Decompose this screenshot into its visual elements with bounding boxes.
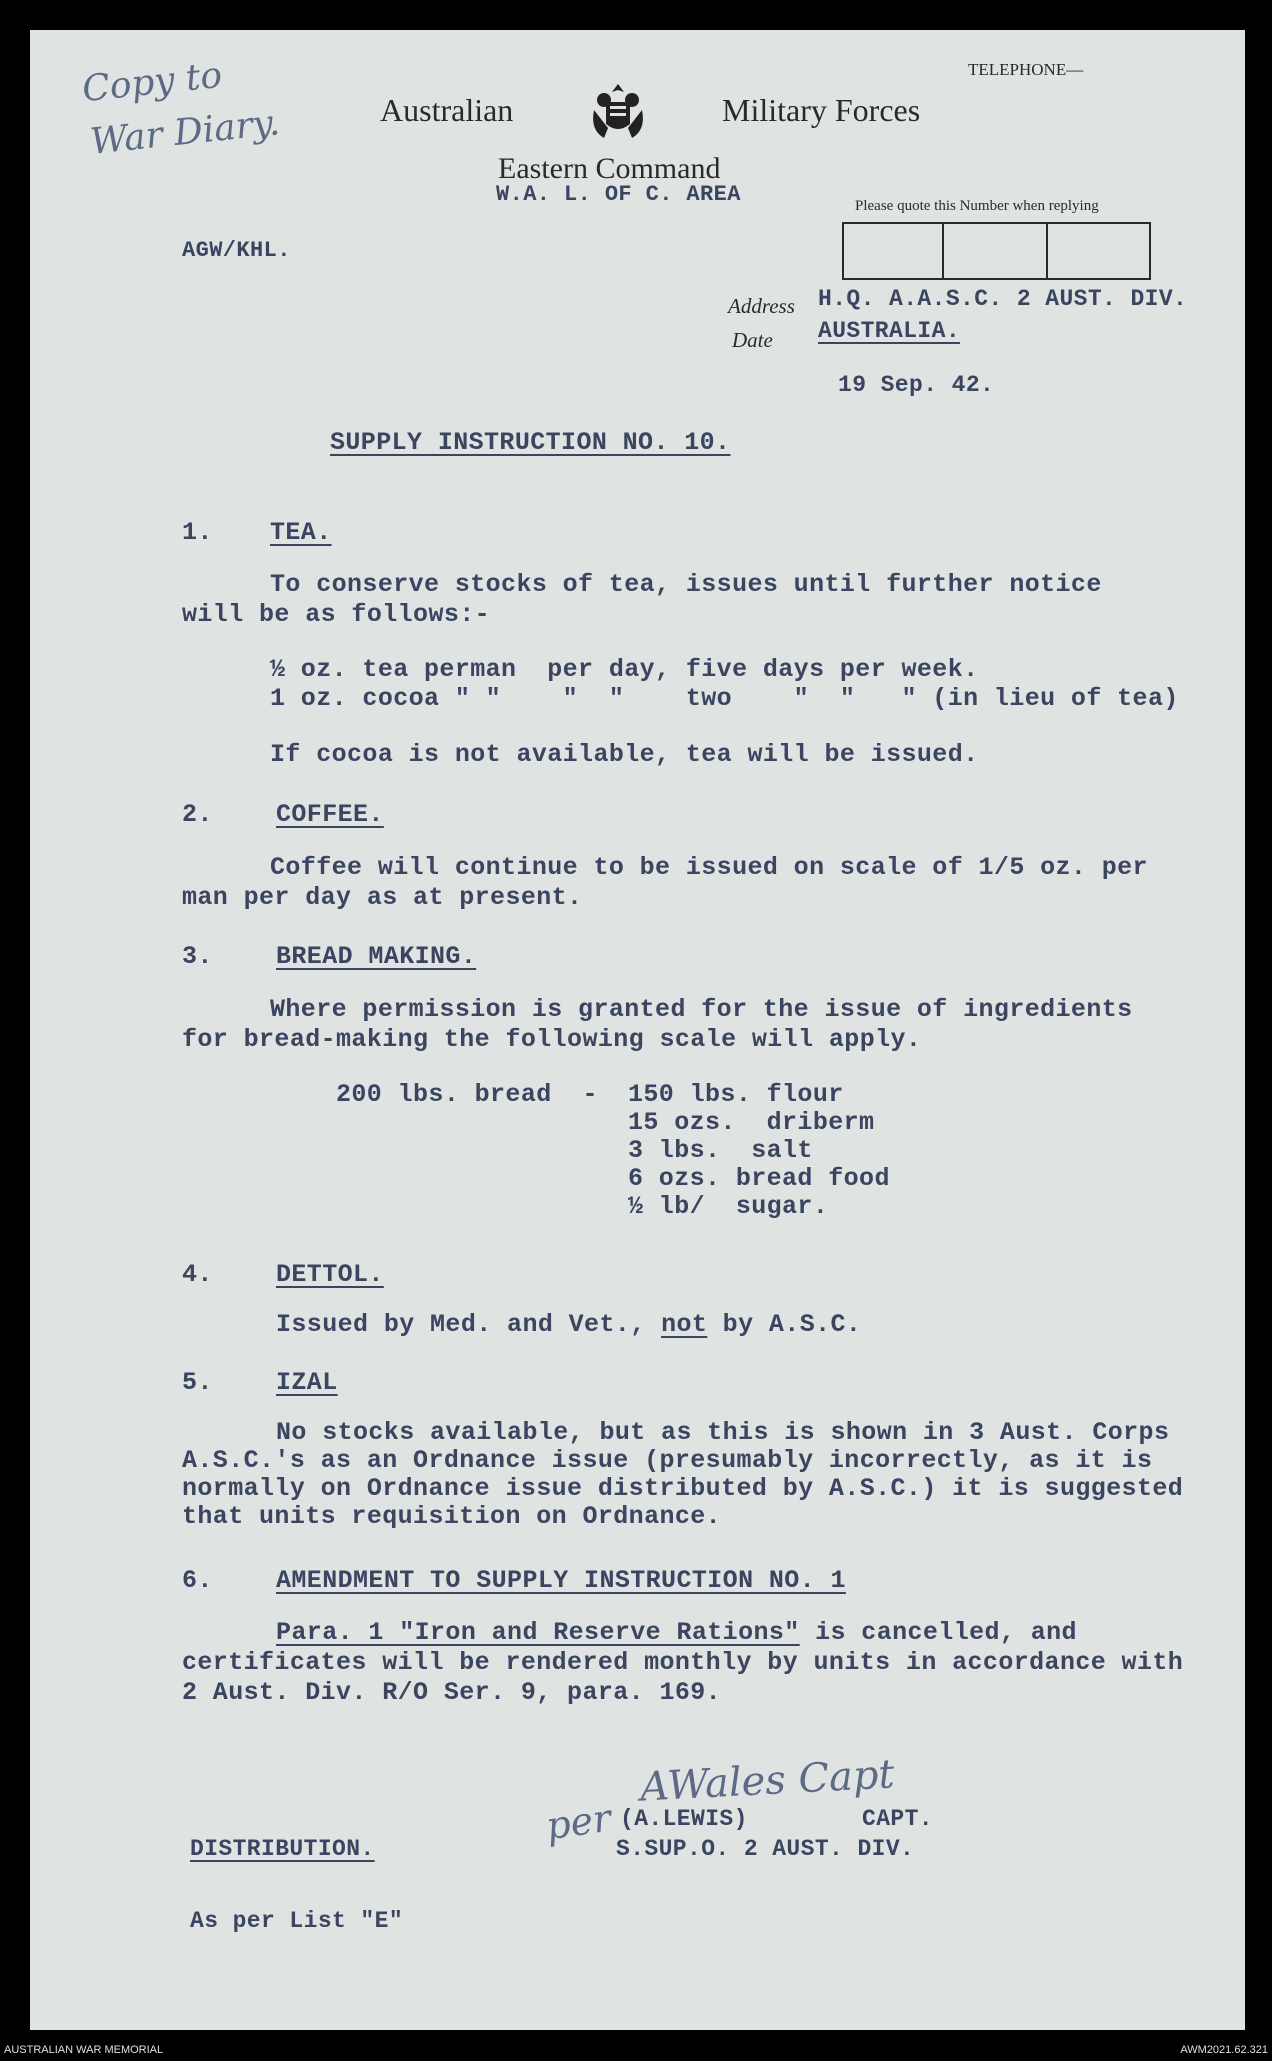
bread-ingredient: 15 ozs. driberm: [628, 1108, 875, 1137]
bread-ingredient: 150 lbs. flour: [628, 1080, 844, 1109]
section-5-line-4: that units requisition on Ordnance.: [182, 1502, 722, 1531]
handwritten-signature: AWales Capt: [638, 1751, 896, 1811]
section-4-post: by A.S.C.: [707, 1310, 862, 1339]
section-1-heading: TEA.: [270, 518, 332, 547]
footer-accession: AWM2021.62.321: [1180, 2044, 1268, 2056]
coat-of-arms-icon: [588, 80, 648, 149]
section-1-ration-cocoa: 1 oz. cocoa " " " " two " " " (in lieu of tea): [270, 684, 1179, 713]
address-label: Address: [728, 294, 795, 318]
letterhead-left: Australian: [380, 92, 514, 128]
telephone-label: TELEPHONE—: [968, 60, 1084, 79]
address-line2: AUSTRALIA.: [818, 318, 961, 344]
reference-code: AGW/KHL.: [182, 238, 291, 263]
section-1-para-1: To conserve stocks of tea, issues until further notice: [270, 570, 1102, 599]
address-line1: H.Q. A.A.S.C. 2 AUST. DIV.: [818, 286, 1188, 312]
section-2-para-1: Coffee will continue to be issued on scale of 1/5 oz. per: [270, 853, 1148, 882]
section-1-para-2: will be as follows:-: [182, 600, 491, 629]
bread-scale-lhs: 200 lbs. bread -: [336, 1080, 598, 1109]
section-2-para-2: man per day as at present.: [182, 883, 583, 912]
section-2-heading: COFFEE.: [276, 800, 384, 829]
section-3-para-2: for bread-making the following scale will apply.: [182, 1025, 922, 1054]
section-6-number: 6.: [182, 1566, 213, 1595]
quote-note: Please quote this Number when replying: [855, 198, 1099, 214]
section-2-number: 2.: [182, 800, 213, 829]
signatory-rank: CAPT.: [862, 1806, 934, 1832]
section-1-number: 1.: [182, 518, 213, 547]
section-4-text: [276, 1310, 861, 1339]
section-6-line-3: 2 Aust. Div. R/O Ser. 9, para. 169.: [182, 1678, 722, 1707]
section-6-line-1: [276, 1618, 1077, 1647]
section-6-line-1-rest: is cancelled, and: [799, 1618, 1077, 1647]
margin-note-line2: War Diary.: [88, 102, 282, 163]
section-3-number: 3.: [182, 942, 213, 971]
signatory-role: S.SUP.O. 2 AUST. DIV.: [616, 1836, 915, 1862]
signatory-name: (A.LEWIS): [620, 1806, 748, 1832]
per-annotation: per: [543, 1795, 614, 1849]
document-title: SUPPLY INSTRUCTION NO. 10.: [330, 428, 731, 457]
letterhead-right: Military Forces: [722, 92, 921, 128]
distribution-label: DISTRIBUTION.: [190, 1836, 375, 1862]
area-text: W.A. L. OF C. AREA: [496, 182, 741, 207]
section-4-pre: Issued by Med. and Vet.,: [276, 1310, 662, 1339]
section-3-para-1: Where permission is granted for the issue of ingredients: [270, 995, 1133, 1024]
command-name: Eastern Command: [498, 152, 721, 185]
section-1-para-3: If cocoa is not available, tea will be issued.: [270, 740, 979, 769]
footer-source: AUSTRALIAN WAR MEMORIAL: [4, 2044, 164, 2056]
distribution-text: As per List "E": [190, 1908, 404, 1934]
section-4-heading: DETTOL.: [276, 1260, 384, 1289]
section-3-heading: BREAD MAKING.: [276, 942, 477, 971]
date-label: Date: [732, 328, 773, 352]
section-6-heading: AMENDMENT TO SUPPLY INSTRUCTION NO. 1: [276, 1566, 846, 1595]
section-4-number: 4.: [182, 1260, 213, 1289]
section-5-line-1: No stocks available, but as this is shown in 3 Aust. Corps: [276, 1418, 1170, 1447]
bread-ingredient: ½ lb/ sugar.: [628, 1192, 829, 1221]
section-5-number: 5.: [182, 1368, 213, 1397]
strikeout-marks: [498, 152, 786, 164]
reference-number-box: [842, 222, 1151, 280]
section-4-not: not: [661, 1310, 708, 1339]
section-5-line-2: A.S.C.'s as an Ordnance issue (presumably incorrectly, as it is: [182, 1446, 1153, 1475]
section-1-ration-tea: ½ oz. tea perman per day, five days per week.: [270, 655, 979, 684]
section-6-reference: Para. 1 "Iron and Reserve Rations": [276, 1618, 800, 1647]
bread-ingredient: 3 lbs. salt: [628, 1136, 813, 1165]
margin-note-line1: Copy to: [80, 54, 224, 111]
section-5-line-3: normally on Ordnance issue distributed by A.S.C.) it is suggested: [182, 1474, 1184, 1503]
section-5-heading: IZAL: [276, 1368, 338, 1397]
bread-ingredient: 6 ozs. bread food: [628, 1164, 890, 1193]
document-date: 19 Sep. 42.: [838, 372, 995, 398]
section-6-line-2: certificates will be rendered monthly by units in accordance with: [182, 1648, 1184, 1677]
